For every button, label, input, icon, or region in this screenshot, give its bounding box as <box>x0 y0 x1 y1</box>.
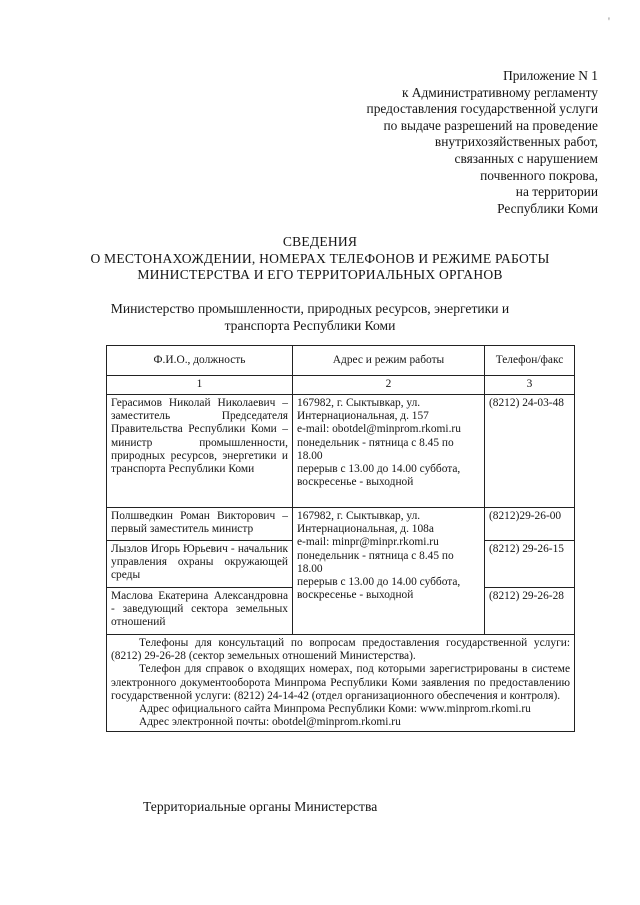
email-note: Адрес электронной почты: obotdel@minprom.rkomi.ru <box>139 716 401 729</box>
phone-cell: (8212) 29-26-28 <box>485 588 575 635</box>
appendix-line: Республики Коми <box>497 200 598 216</box>
fio-cell: Герасимов Николай Николаевич – заместитель Председателя Правительства Республики Коми – министр промышленности, природных ресурсов, энергетики и транспорта Республики Коми <box>107 395 293 508</box>
ministry-name <box>100 300 520 334</box>
hours-line: перерыв с 13.00 до 14.00 суббота, <box>297 463 461 476</box>
appendix-line: Приложение N 1 <box>503 68 598 83</box>
document-heading <box>0 234 640 284</box>
column-number: 2 <box>293 376 485 395</box>
column-number: 3 <box>485 376 575 395</box>
ministry-name-line: транспорта Республики Коми <box>224 318 396 333</box>
hours-line: понедельник - пятница с 8.45 по <box>297 549 454 562</box>
address-line: 167982, г. Сыктывкар, ул. <box>297 397 421 409</box>
hours-line: понедельник - пятница с 8.45 по <box>297 436 454 449</box>
contacts-table <box>106 345 575 732</box>
appendix-line: почвенного покрова, <box>480 167 598 183</box>
address-line: Интернациональная, д. 108а <box>297 523 434 536</box>
appendix-line: на территории <box>515 184 598 200</box>
appendix-block <box>367 68 598 217</box>
email-line: e-mail: obotdel@minprom.rkomi.ru <box>297 423 461 436</box>
inquiry-phone-note: Телефон для справок о входящих номерах, под которыми зарегистрированы в системе электронного документооборота Минпрома Республики Коми заявления по предоставлению государственной услуги: (8212) 24-14-42 (отдел организационного обеспечения и контроля). <box>111 663 570 702</box>
appendix-line: по выдаче разрешений на проведение <box>383 117 598 133</box>
phone-cell: (8212) 29-26-15 <box>485 541 575 588</box>
corner-mark: ' <box>607 14 610 28</box>
appendix-line: связанных с нарушением <box>454 150 598 166</box>
column-header-fio: Ф.И.О., должность <box>107 346 293 376</box>
appendix-line: к Административному регламенту <box>401 84 598 100</box>
appendix-line: внутрихозяйственных работ, <box>434 134 598 150</box>
hours-line: 18.00 <box>297 562 323 575</box>
hours-line: воскресенье - выходной <box>297 476 414 489</box>
heading-title: СВЕДЕНИЯ <box>282 234 358 249</box>
notes-cell <box>107 635 575 732</box>
fio-cell: Полшведкин Роман Викторович – первый заместитель министр <box>107 508 293 541</box>
territorial-section-title: Территориальные органы Министерства <box>143 799 378 814</box>
hours-line: воскресенье - выходной <box>297 589 414 602</box>
email-line: e-mail: minpr@minpr.rkomi.ru <box>297 536 439 549</box>
address-cell <box>293 395 485 508</box>
heading-subtitle: МИНИСТЕРСТВА И ЕГО ТЕРРИТОРИАЛЬНЫХ ОРГАНОВ <box>137 267 503 282</box>
hours-line: перерыв с 13.00 до 14.00 суббота, <box>297 576 461 589</box>
notes-row <box>107 635 575 732</box>
column-header-phone: Телефон/факс <box>485 346 575 376</box>
phone-cell: (8212)29-26-00 <box>485 508 575 541</box>
consultation-phone-note: Телефоны для консультаций по вопросам предоставления государственной услуги: (8212) 29-26-28 (сектор земельных отношений Министерства). <box>111 637 570 663</box>
address-line: 167982, г. Сыктывкар, ул. <box>297 510 421 522</box>
address-line: Интернациональная, д. 157 <box>297 410 429 423</box>
phone-cell: (8212) 24-03-48 <box>485 395 575 508</box>
column-header-address: Адрес и режим работы <box>293 346 485 376</box>
column-number: 1 <box>107 376 293 395</box>
ministry-name-line: Министерство промышленности, природных ресурсов, энергетики и <box>110 301 510 316</box>
fio-cell: Маслова Екатерина Александровна - заведующий сектора земельных отношений <box>107 588 293 635</box>
hours-line: 18.00 <box>297 449 323 462</box>
address-cell <box>293 508 485 635</box>
table-row <box>107 395 575 508</box>
heading-subtitle: О МЕСТОНАХОЖДЕНИИ, НОМЕРАХ ТЕЛЕФОНОВ И РЕЖИМЕ РАБОТЫ <box>90 250 550 266</box>
table-row <box>107 508 575 541</box>
fio-cell: Лызлов Игорь Юрьевич - начальник управления охраны окружающей среды <box>107 541 293 588</box>
appendix-line: предоставления государственной услуги <box>366 101 598 117</box>
website-note: Адрес официального сайта Минпрома Республики Коми: www.minprom.rkomi.ru <box>139 703 531 716</box>
